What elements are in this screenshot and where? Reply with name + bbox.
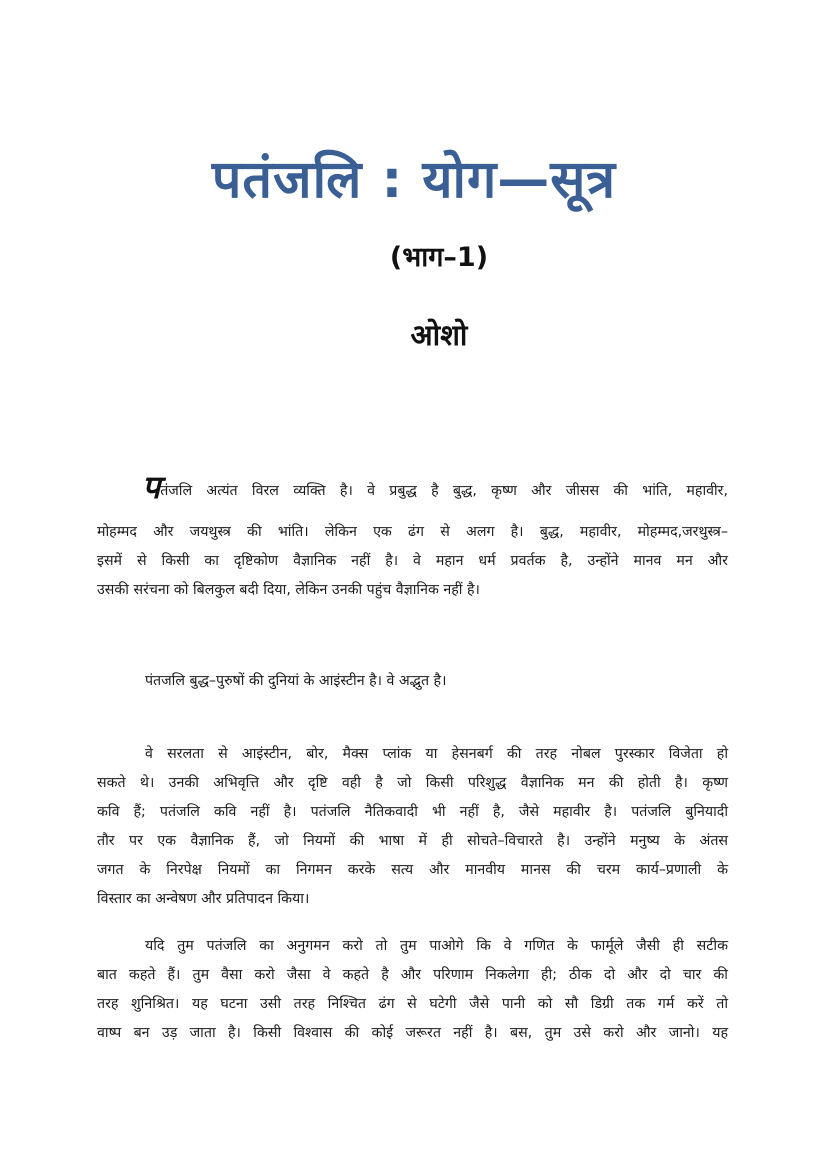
paragraph-line: बात कहते हैं। तुम वैसा करो जैसा वे कहते है और परिणाम निकलेगा ही; ठीक दो और दो चार की — [97, 967, 728, 983]
paragraph-line: सकते थे। उनकी अभिवृत्ति और दृष्टि वही है जो किसी परिशुद्ध वैज्ञानिक मन की होती है। कृष्ण — [97, 775, 728, 791]
paragraph-line: जगत के निरपेक्ष नियमों का निगमन करके सत्य और मानवीय मानस की चरम कार्य–प्रणाली के — [97, 862, 728, 878]
paragraph-line: वे सरलता से आइंस्टीन, बोर, मैक्स प्लांक या हेसनबर्ग की तरह नोबल पुरस्कार विजेता हो — [145, 746, 728, 762]
paragraph-line: वाष्प बन उड़ जाता है। किसी विश्वास की कोई जरूरत नहीं है। बस, तुम उसे करो और जानो। यह — [97, 1025, 728, 1041]
paragraph-line: पंतजलि बुद्ध–पुरुषों की दुनियां के आइंस्टीन है। वे अद्भुत है। — [145, 673, 447, 689]
paragraph-line — [97, 468, 728, 506]
drop-cap: प — [142, 468, 161, 506]
line-text: तंजलि अत्यंत विरल व्यक्ति है। वे प्रबुद्ध है बुद्ध, कृष्ण और जीसस की भांति, महावीर, — [160, 483, 728, 499]
paragraph-line: तौर पर एक वैज्ञानिक हैं, जो नियमों की भाषा में ही सोचते–विचारते है। उन्होंने मनुष्य के अंतस — [97, 833, 728, 849]
paragraph-line: यदि तुम पतंजलि का अनुगमन करो तो तुम पाओगे कि वे गणित के फार्मूले जैसी ही सटीक — [145, 938, 728, 954]
author-name: ओशो — [410, 318, 468, 352]
book-title: पतंजलि : योग—सूत्र — [211, 150, 617, 210]
paragraph-line: विस्तार का अन्वेषण और प्रतिपादन किया। — [97, 891, 310, 907]
paragraph-line: कवि हैं; पतंजलि कवि नहीं है। पतंजलि नैतिकवादी भी नहीं है, जैसे महावीर है। पतंजलि बुनियादी — [97, 804, 728, 820]
volume-subtitle: (भाग–1) — [389, 242, 489, 273]
paragraph-line: तरह शुनिश्रित। यह घटना उसी तरह निश्चित ढंग से घटेगी जैसे पानी को सौ डिग्री तक गर्म करें तो — [97, 996, 728, 1012]
paragraph-line: इसमें से किसी का दृष्टिकोण वैज्ञानिक नहीं है। वे महान धर्म प्रवर्तक है, उन्होंने मानव मन और — [97, 553, 728, 569]
paragraph-line: उसकी सरंचना को बिलकुल बदी दिया, लेकिन उनकी पहुंच वैज्ञानिक नहीं है। — [97, 582, 480, 598]
paragraph-line: मोहम्मद और जयथुस्त्र की भांति। लेकिन एक ढंग से अलग है। बुद्ध, महावीर, मोहम्मद,जरथुस्त्र– — [97, 524, 728, 540]
